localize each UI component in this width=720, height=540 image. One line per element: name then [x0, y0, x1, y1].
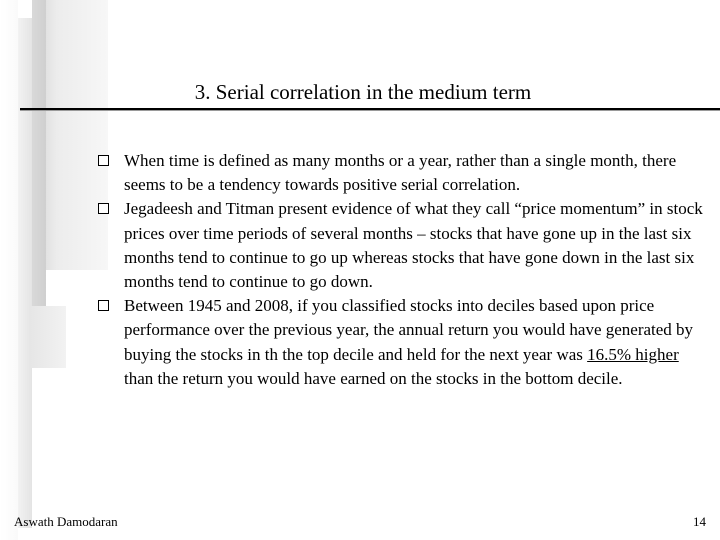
bullet-text: When time is defined as many months or a year, rather than a single month, there seems to be a tendency towards positive serial correlation. [124, 151, 677, 195]
bullet-item [98, 197, 710, 294]
bullet-text: Jegadeesh and Titman present evidence of what they call “price momentum” in stock prices over time periods of several months – stocks that have gone up in the last six months tend to continue to go up whereas stocks that have gone down in the last six months tend to continue to go down. [124, 199, 703, 292]
footer-author: Aswath Damodaran [14, 514, 118, 529]
page-number: 14 [693, 514, 706, 529]
left-decorative-bar [32, 0, 46, 310]
bullet-item [98, 294, 710, 391]
hollow-square-bullet-icon [98, 203, 109, 214]
bullet-item [98, 149, 710, 197]
bullet-text-before: Between 1945 and 2008, if you classified stocks into deciles based upon price performance over the previous year, the annual return you would have generated by buying the stocks in th the top decile and held for the next year was [124, 296, 694, 364]
hollow-square-bullet-icon [98, 300, 109, 311]
slide-title [0, 78, 720, 106]
bullet-text-emphasis: 16.5% higher [587, 344, 679, 364]
title-divider-shadow [20, 110, 720, 111]
left-decorative-bar [30, 306, 66, 368]
hollow-square-bullet-icon [98, 155, 109, 166]
bullet-text-after: than the return you would have earned on the stocks in the bottom decile. [124, 368, 623, 388]
bullet-list [98, 149, 710, 391]
left-decorative-bar [46, 0, 56, 270]
slide-title-text: 3. Serial correlation in the medium term [194, 80, 532, 104]
